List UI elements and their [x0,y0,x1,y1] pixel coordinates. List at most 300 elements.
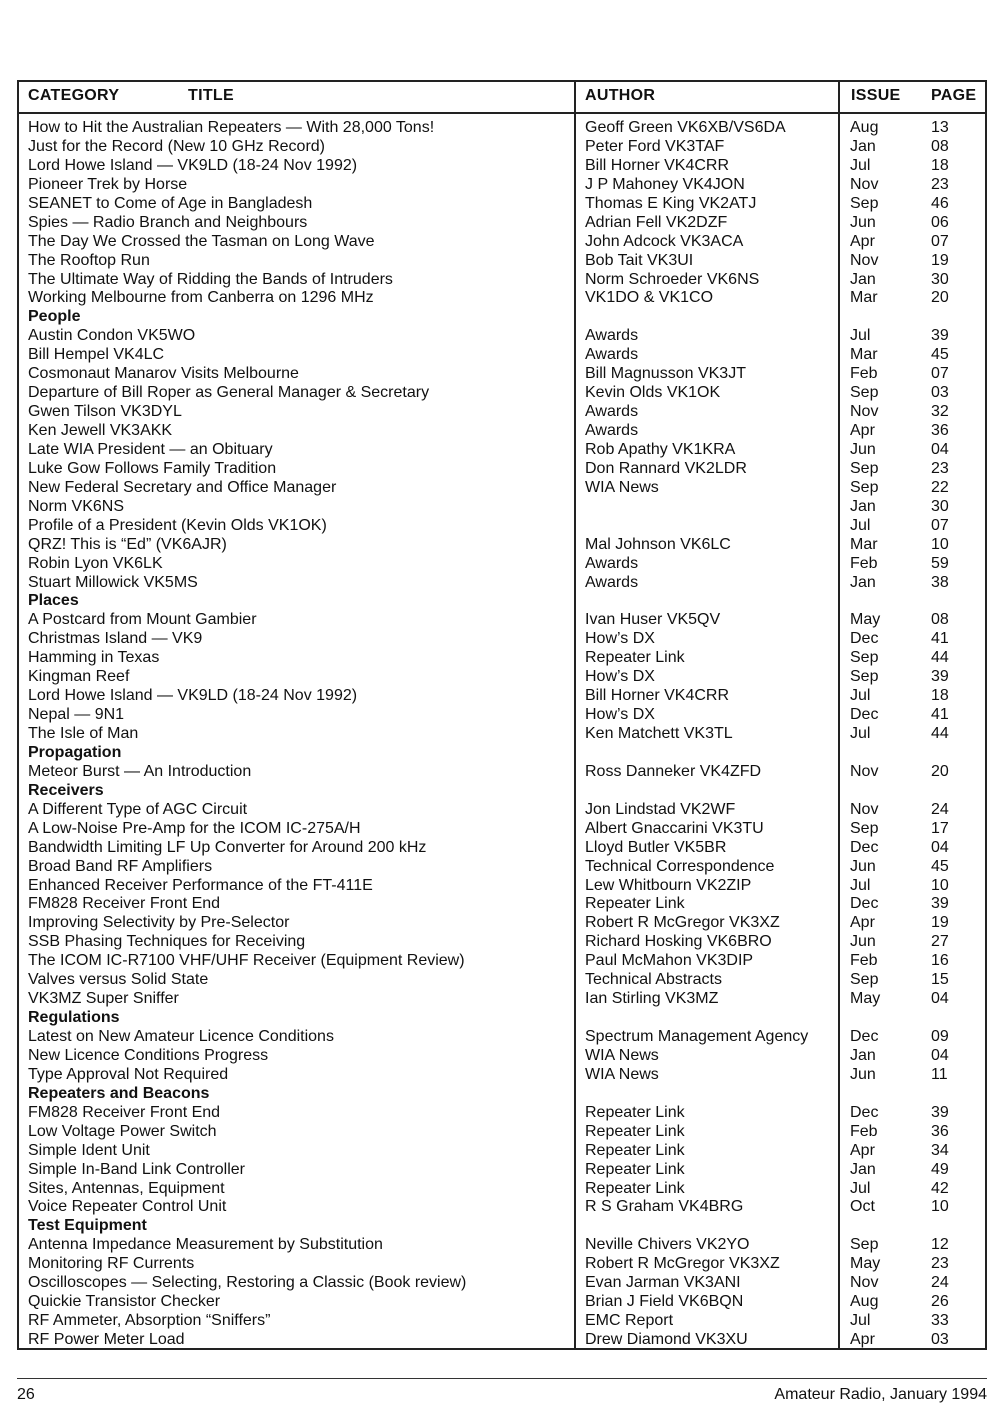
article-issue: Dec [850,1103,879,1121]
table-row [0,951,1000,970]
table-row [0,1235,1000,1254]
article-page: 41 [931,630,949,648]
article-title: The Day We Crossed the Tasman on Long Wave [28,232,375,250]
article-author: Robert R McGregor VK3XZ [585,914,780,932]
category-label: Receivers [28,781,104,799]
article-title: Low Voltage Power Switch [28,1122,217,1140]
article-page: 07 [931,232,949,250]
article-issue: Feb [850,554,878,572]
article-title: Robin Lyon VK6LK [28,554,163,572]
table-row [0,1292,1000,1311]
article-page: 59 [931,554,949,572]
article-issue: Jan [850,1046,876,1064]
article-title: The Rooftop Run [28,251,150,269]
article-issue: Nov [850,1274,879,1292]
article-title: Austin Condon VK5WO [28,327,196,345]
table-row [0,535,1000,554]
article-author: Technical Correspondence [585,857,775,875]
table-row [0,288,1000,307]
article-page: 24 [931,800,949,818]
article-author: WIA News [585,478,659,496]
article-author: Lew Whitbourn VK2ZIP [585,876,752,894]
article-issue: May [850,611,881,629]
article-author: J P Mahoney VK4JON [585,175,745,193]
header-issue: ISSUE [851,87,901,104]
table-row [0,857,1000,876]
article-page: 45 [931,346,949,364]
article-title: A Low-Noise Pre-Amp for the ICOM IC-275A/H [28,819,361,837]
article-issue: May [850,1255,881,1273]
article-page: 04 [931,1046,949,1064]
article-author: Repeater Link [585,1122,685,1140]
category-label: Propagation [28,743,122,761]
table-row [0,137,1000,156]
table-row [0,364,1000,383]
header-rule [17,112,987,114]
article-author: Ian Stirling VK3MZ [585,990,719,1008]
article-page: 07 [931,365,949,383]
table-row [0,421,1000,440]
article-page: 04 [931,990,949,1008]
table-row [0,1273,1000,1292]
article-page: 33 [931,1312,949,1330]
article-issue: Apr [850,232,875,250]
category-label: People [28,308,81,326]
article-title: Simple Ident Unit [28,1141,150,1159]
article-title: Lord Howe Island — VK9LD (18-24 Nov 1992) [28,687,358,705]
table-row [0,1065,1000,1084]
article-page: 39 [931,668,949,686]
article-page: 13 [931,119,949,136]
table-row [0,838,1000,857]
article-author: VK1DO & VK1CO [585,289,714,307]
table-row [0,819,1000,838]
article-author: How’s DX [585,668,655,686]
article-issue: Nov [850,403,879,421]
article-page: 36 [931,422,949,439]
article-author: Don Rannard VK2LDR [585,459,747,477]
article-page: 32 [931,403,949,421]
article-author: Awards [585,422,639,439]
article-issue: Nov [850,762,879,780]
article-page: 10 [931,876,949,894]
article-author: Repeater Link [585,1103,685,1121]
article-title: Voice Repeater Control Unit [28,1198,227,1216]
article-issue: Dec [850,1028,879,1045]
article-page: 30 [931,497,949,515]
article-author: WIA News [585,1065,659,1083]
article-title: SEANET to Come of Age in Bangladesh [28,194,313,212]
article-issue: Aug [850,119,879,136]
article-title: Luke Gow Follows Family Tradition [28,459,277,477]
category-heading [0,307,1000,326]
publication-title: Amateur Radio, January 1994 [774,1386,987,1403]
article-page: 18 [931,687,949,705]
article-title: A Different Type of AGC Circuit [28,800,248,818]
article-issue: Sep [850,649,879,667]
table-row [0,270,1000,289]
article-page: 38 [931,573,949,591]
article-author: Ivan Huser VK5QV [585,611,721,629]
article-issue: Sep [850,459,879,477]
article-author: How’s DX [585,706,655,724]
table-row [0,1179,1000,1198]
article-issue: Jan [850,137,876,155]
article-author: Bob Tait VK3UI [585,251,694,269]
article-author: Repeater Link [585,1179,685,1197]
table-row [0,800,1000,819]
table-row [0,459,1000,478]
article-page: 39 [931,1103,949,1121]
article-title: Lord Howe Island — VK9LD (18-24 Nov 1992) [28,156,358,174]
article-issue: Jan [850,1160,876,1178]
article-page: 42 [931,1179,949,1197]
article-author: Bill Horner VK4CRR [585,687,730,705]
article-page: 41 [931,706,949,724]
article-title: Bandwidth Limiting LF Up Converter for Around 200 kHz [28,838,427,856]
article-issue: Aug [850,1293,879,1311]
article-title: New Licence Conditions Progress [28,1046,269,1064]
article-page: 45 [931,857,949,875]
article-author: Brian J Field VK6BQN [585,1293,744,1311]
table-row [0,251,1000,270]
article-issue: Dec [850,706,879,724]
article-author: WIA News [585,1046,659,1064]
article-author: Ken Matchett VK3TL [585,725,733,742]
header-category: CATEGORY [28,87,120,104]
category-label: Test Equipment [28,1217,147,1235]
table-row [0,989,1000,1008]
article-issue: Jan [850,573,876,591]
article-author: Ross Danneker VK4ZFD [585,762,762,780]
article-page: 07 [931,516,949,534]
article-title: Simple In-Band Link Controller [28,1160,245,1178]
article-page: 23 [931,1255,949,1273]
article-page: 26 [931,1293,949,1311]
article-title: Valves versus Solid State [28,971,209,989]
category-label: Places [28,592,79,610]
article-title: QRZ! This is “Ed” (VK6AJR) [28,535,227,553]
article-author: Thomas E King VK2ATJ [585,194,757,212]
article-page: 11 [931,1065,948,1083]
article-page: 10 [931,1198,949,1216]
table-row [0,213,1000,232]
article-issue: Mar [850,535,878,553]
article-title: Enhanced Receiver Performance of the FT-411E [28,876,373,894]
article-issue: Jun [850,933,876,951]
article-page: 08 [931,611,949,629]
article-title: New Federal Secretary and Office Manager [28,478,337,496]
article-author: Jon Lindstad VK2WF [585,800,736,818]
article-issue: Apr [850,422,875,439]
article-author: Repeater Link [585,1141,685,1159]
article-issue: Sep [850,971,879,989]
article-page: 19 [931,251,949,269]
footer-rule [17,1378,987,1379]
table-row [0,876,1000,895]
article-page: 20 [931,762,949,780]
article-author: Adrian Fell VK2DZF [585,213,728,231]
article-issue: Sep [850,384,879,402]
article-title: Antenna Impedance Measurement by Substitution [28,1236,383,1254]
table-row [0,932,1000,951]
article-page: 49 [931,1160,949,1178]
category-heading [0,781,1000,800]
article-title: FM828 Receiver Front End [28,1103,221,1121]
article-title: Meteor Burst — An Introduction [28,762,252,780]
article-author: Awards [585,403,639,421]
article-page: 20 [931,289,949,307]
article-title: The ICOM IC-R7100 VHF/UHF Receiver (Equipment Review) [28,952,465,970]
article-author: Repeater Link [585,649,685,667]
article-title: Norm VK6NS [28,497,125,515]
article-author: Awards [585,346,639,364]
category-heading [0,1084,1000,1103]
table-row [0,1311,1000,1330]
article-page: 08 [931,137,949,155]
article-title: Profile of a President (Kevin Olds VK1OK) [28,516,327,534]
article-issue: Jul [850,1179,871,1197]
table-row [0,345,1000,364]
article-page: 27 [931,933,949,951]
article-page: 16 [931,952,949,970]
article-title: Working Melbourne from Canberra on 1296 MHz [28,289,374,307]
article-author: Awards [585,573,639,591]
article-page: 12 [931,1236,949,1254]
category-heading [0,591,1000,610]
article-title: RF Power Meter Load [28,1331,185,1348]
article-author: R S Graham VK4BRG [585,1198,744,1216]
article-author: Bill Horner VK4CRR [585,156,730,174]
article-title: Ken Jewell VK3AKK [28,422,173,439]
article-issue: Oct [850,1198,875,1216]
table-row [0,1197,1000,1216]
article-page: 06 [931,213,949,231]
table-row [0,326,1000,345]
category-label: Regulations [28,1009,120,1027]
article-title: Bill Hempel VK4LC [28,346,165,364]
category-heading [0,743,1000,762]
article-issue: Sep [850,668,879,686]
table-row [0,497,1000,516]
table-row [0,175,1000,194]
article-issue: Jul [850,725,871,742]
article-issue: Nov [850,175,879,193]
article-issue: Jun [850,857,876,875]
article-title: Pioneer Trek by Horse [28,175,188,193]
article-page: 39 [931,327,949,345]
article-page: 34 [931,1141,949,1159]
header-title: TITLE [188,87,234,104]
table-row [0,667,1000,686]
table-row [0,1141,1000,1160]
table-row [0,383,1000,402]
article-title: Late WIA President — an Obituary [28,440,273,458]
article-author: Geoff Green VK6XB/VS6DA [585,119,786,136]
article-page: 36 [931,1122,949,1140]
article-title: Improving Selectivity by Pre-Selector [28,914,290,932]
article-author: Albert Gnaccarini VK3TU [585,819,764,837]
article-page: 09 [931,1028,949,1045]
page-number: 26 [17,1386,35,1403]
article-title: Nepal — 9N1 [28,706,125,724]
article-author: Kevin Olds VK1OK [585,384,721,402]
article-title: Spies — Radio Branch and Neighbours [28,213,308,231]
article-author: Richard Hosking VK6BRO [585,933,772,951]
article-title: How to Hit the Australian Repeaters — With 28,000 Tons! [28,119,435,136]
article-issue: Mar [850,289,878,307]
article-title: Stuart Millowick VK5MS [28,573,198,591]
table-row [0,629,1000,648]
article-page: 18 [931,156,949,174]
article-title: Monitoring RF Currents [28,1255,195,1273]
article-issue: Jun [850,440,876,458]
article-author: Paul McMahon VK3DIP [585,952,754,970]
header-author: AUTHOR [585,87,656,104]
article-author: Peter Ford VK3TAF [585,137,725,155]
category-heading [0,1008,1000,1027]
article-issue: Jan [850,270,876,288]
article-author: Robert R McGregor VK3XZ [585,1255,780,1273]
article-issue: Nov [850,800,879,818]
table-row [0,1330,1000,1349]
table-row [0,913,1000,932]
article-title: Christmas Island — VK9 [28,630,203,648]
article-issue: Jul [850,327,871,345]
article-author: Evan Jarman VK3ANI [585,1274,741,1292]
table-row [0,1027,1000,1046]
table-row [0,440,1000,459]
table-row [0,762,1000,781]
article-page: 30 [931,270,949,288]
article-page: 03 [931,384,949,402]
article-page: 22 [931,478,949,496]
article-issue: Jan [850,497,876,515]
table-row [0,573,1000,592]
article-page: 24 [931,1274,949,1292]
article-issue: Jul [850,156,871,174]
article-title: The Ultimate Way of Ridding the Bands of Intruders [28,270,393,288]
article-title: FM828 Receiver Front End [28,895,221,913]
table-row [0,516,1000,535]
article-issue: Feb [850,952,878,970]
article-title: Broad Band RF Amplifiers [28,857,213,875]
article-author: Repeater Link [585,1160,685,1178]
article-issue: Jul [850,876,871,894]
table-row [0,478,1000,497]
article-page: 03 [931,1331,949,1348]
article-author: Spectrum Management Agency [585,1028,809,1045]
article-issue: Nov [850,251,879,269]
article-page: 39 [931,895,949,913]
article-issue: Apr [850,1331,875,1348]
article-issue: Mar [850,346,878,364]
table-row [0,648,1000,667]
article-issue: Sep [850,1236,879,1254]
article-author: Bill Magnusson VK3JT [585,365,746,383]
article-title: Just for the Record (New 10 GHz Record) [28,137,325,155]
table-row [0,724,1000,743]
article-issue: Jul [850,516,871,534]
category-label: Repeaters and Beacons [28,1084,210,1102]
table-row [0,1160,1000,1179]
article-page: 17 [931,819,949,837]
article-page: 15 [931,971,949,989]
article-issue: Jun [850,1065,876,1083]
table-row [0,1103,1000,1122]
table-row [0,705,1000,724]
article-author: Drew Diamond VK3XU [585,1331,748,1348]
article-title: Gwen Tilson VK3DYL [28,403,182,421]
table-row [0,686,1000,705]
article-title: Departure of Bill Roper as General Manager & Secretary [28,384,430,402]
table-row [0,1254,1000,1273]
table-row [0,232,1000,251]
article-page: 04 [931,440,949,458]
table-row [0,118,1000,137]
article-author: Technical Abstracts [585,971,722,989]
article-page: 23 [931,459,949,477]
article-issue: Jul [850,1312,871,1330]
article-author: Awards [585,327,639,345]
article-issue: Sep [850,819,879,837]
article-title: The Isle of Man [28,725,139,742]
article-title: SSB Phasing Techniques for Receiving [28,933,306,951]
article-page: 44 [931,725,949,742]
article-title: Latest on New Amateur Licence Conditions [28,1028,334,1045]
article-author: Rob Apathy VK1KRA [585,440,736,458]
index-rows [0,118,1000,1349]
article-issue: Dec [850,895,879,913]
article-title: Oscilloscopes — Selecting, Restoring a Classic (Book review) [28,1274,467,1292]
article-author: EMC Report [585,1312,674,1330]
article-author: Mal Johnson VK6LC [585,535,731,553]
table-row [0,970,1000,989]
article-title: Sites, Antennas, Equipment [28,1179,225,1197]
article-issue: Sep [850,194,879,212]
article-issue: Apr [850,1141,875,1159]
article-author: Neville Chivers VK2YO [585,1236,750,1254]
article-issue: Jun [850,213,876,231]
article-issue: Apr [850,914,875,932]
article-author: John Adcock VK3ACA [585,232,744,250]
article-issue: Dec [850,838,879,856]
article-issue: May [850,990,881,1008]
category-heading [0,1216,1000,1235]
article-issue: Feb [850,1122,878,1140]
article-author: Lloyd Butler VK5BR [585,838,727,856]
article-author: Repeater Link [585,895,685,913]
article-title: A Postcard from Mount Gambier [28,611,257,629]
article-author: Norm Schroeder VK6NS [585,270,760,288]
article-title: Hamming in Texas [28,649,160,667]
article-issue: Dec [850,630,879,648]
table-row [0,554,1000,573]
article-page: 23 [931,175,949,193]
article-page: 04 [931,838,949,856]
table-row [0,402,1000,421]
article-title: Cosmonaut Manarov Visits Melbourne [28,365,299,383]
table-row [0,1046,1000,1065]
article-issue: Sep [850,478,879,496]
article-page: 19 [931,914,949,932]
table-row [0,194,1000,213]
article-page: 10 [931,535,949,553]
article-author: Awards [585,554,639,572]
table-row [0,894,1000,913]
table-row [0,1122,1000,1141]
article-issue: Jul [850,687,871,705]
